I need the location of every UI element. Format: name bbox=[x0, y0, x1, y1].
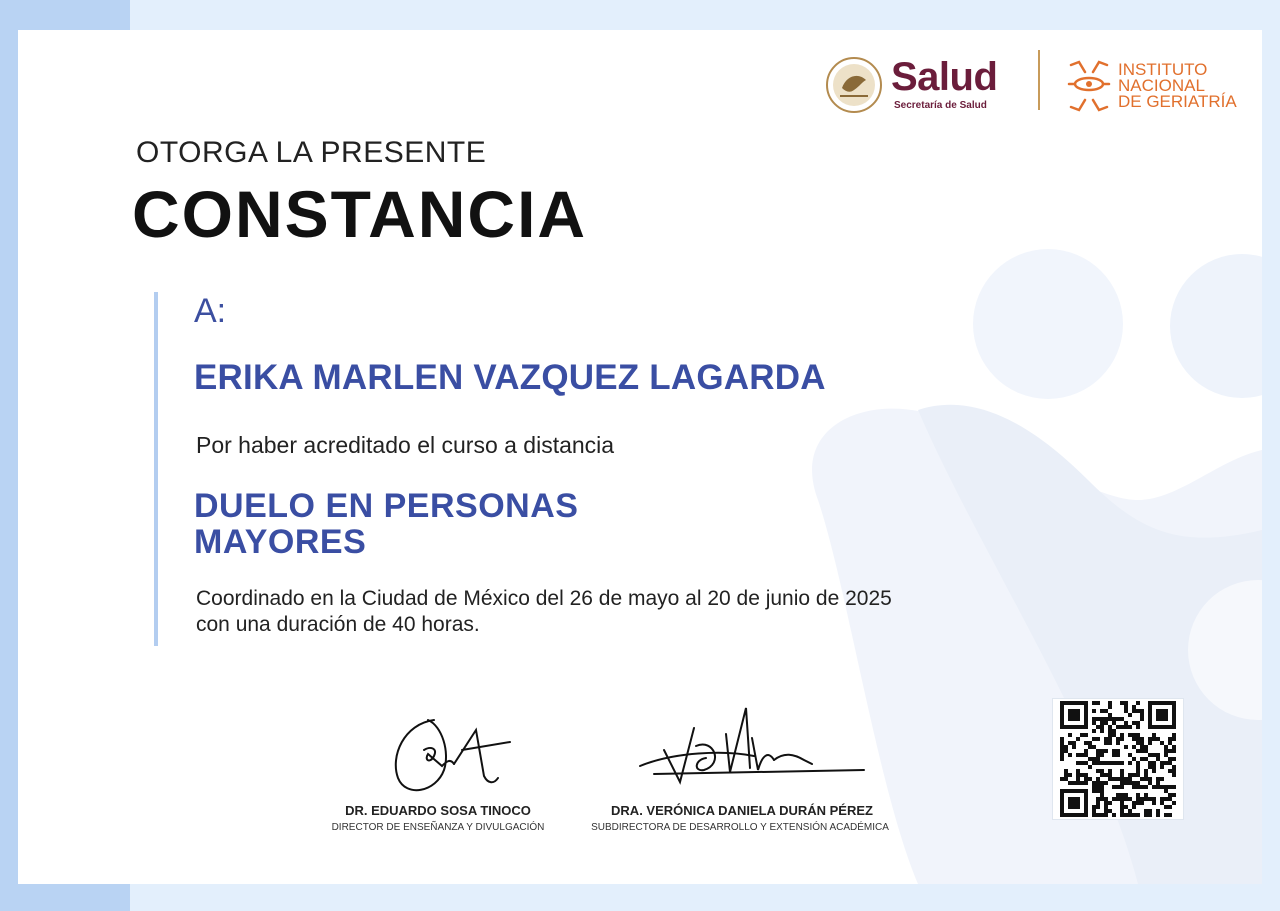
inger-logo-text bbox=[1118, 62, 1237, 110]
certificate-title: CONSTANCIA bbox=[132, 177, 588, 251]
qr-code-icon[interactable] bbox=[1053, 699, 1183, 819]
salud-logo-subtitle: Secretaría de Salud bbox=[894, 100, 987, 111]
signatory-1-role: DIRECTOR DE ENSEÑANZA Y DIVULGACIÓN bbox=[331, 822, 545, 833]
certificate-card bbox=[18, 30, 1262, 884]
recipient-label: A: bbox=[194, 292, 227, 330]
inger-logo-icon bbox=[1066, 60, 1112, 112]
course-detail-line-1: Coordinado en la Ciudad de México del 26 de mayo al 20 de junio de 2025 bbox=[196, 587, 892, 610]
border-band-right bbox=[1262, 0, 1280, 911]
signature-2 bbox=[634, 698, 884, 798]
recipient-name: ERIKA MARLEN VAZQUEZ LAGARDA bbox=[194, 358, 826, 397]
corner-band-top-left bbox=[0, 0, 130, 30]
signatory-2-name: DRA. VERÓNICA DANIELA DURÁN PÉREZ bbox=[611, 803, 873, 818]
course-detail-line-2: con una duración de 40 horas. bbox=[196, 613, 480, 636]
signature-1 bbox=[384, 706, 534, 801]
salud-logo-text: Salud bbox=[891, 55, 998, 99]
corner-band-bottom-left bbox=[0, 884, 130, 911]
course-title bbox=[194, 488, 578, 560]
inger-line-1: INSTITUTO bbox=[1118, 60, 1208, 79]
course-title-line-1: DUELO EN PERSONAS bbox=[194, 487, 579, 525]
logo-divider bbox=[1038, 50, 1040, 110]
course-details bbox=[196, 586, 892, 638]
inger-line-3: DE GERIATRÍA bbox=[1118, 92, 1237, 111]
accent-bar bbox=[154, 292, 158, 646]
intro-text: Por haber acreditado el curso a distancia bbox=[196, 432, 615, 458]
preheading: OTORGA LA PRESENTE bbox=[136, 136, 487, 169]
course-title-line-2: MAYORES bbox=[194, 523, 367, 561]
border-band-left bbox=[0, 0, 18, 911]
signatory-1-name: DR. EDUARDO SOSA TINOCO bbox=[345, 803, 531, 818]
signatory-2-role: SUBDIRECTORA DE DESARROLLO Y EXTENSIÓN ACADÉMICA bbox=[591, 822, 889, 833]
national-emblem-icon bbox=[824, 56, 884, 114]
inger-line-2: NACIONAL bbox=[1118, 76, 1205, 95]
qr-code-frame[interactable] bbox=[1052, 698, 1184, 820]
